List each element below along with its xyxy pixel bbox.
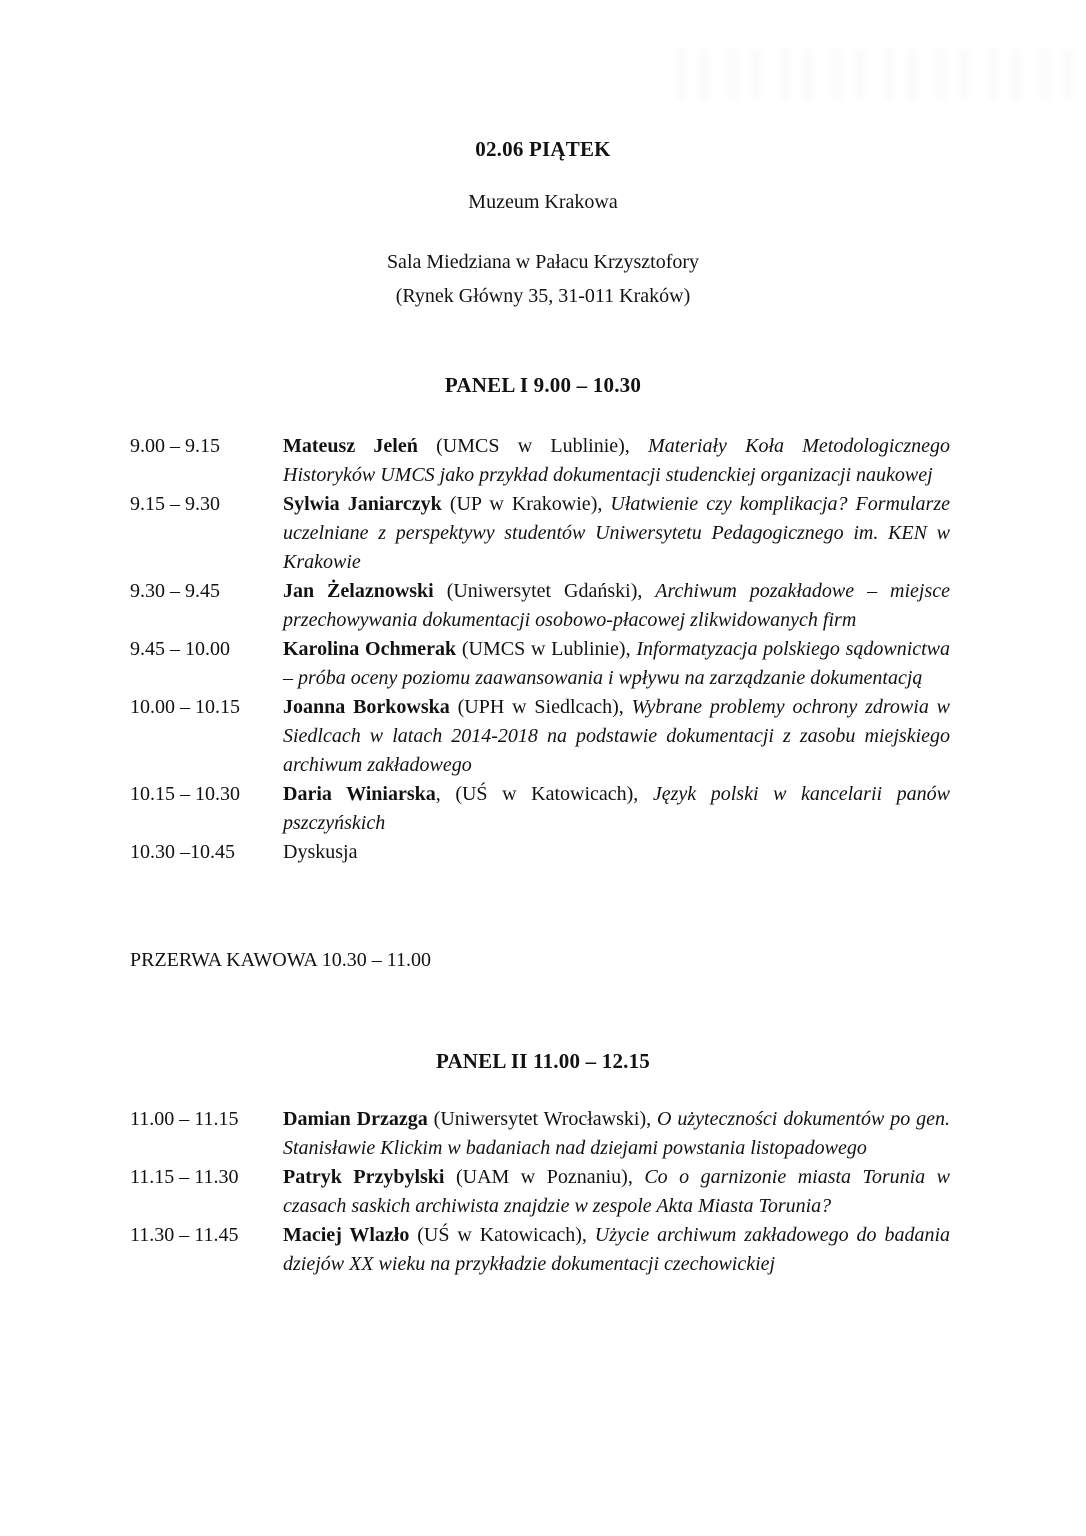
entry-affiliation: (UMCS w Lublinie), (456, 638, 637, 660)
entry-time: 9.15 – 9.30 (130, 493, 220, 515)
entry-affiliation: (Uniwersytet Gdański), (433, 580, 656, 602)
schedule-entry (130, 693, 950, 780)
entry-affiliation: (UPH w Siedlcach), (449, 696, 632, 718)
entry-speaker: Mateusz Jeleń (283, 435, 418, 457)
entry-speaker: Joanna Borkowska (283, 696, 450, 718)
entry-time: 10.30 –10.45 (130, 841, 235, 863)
entry-content (283, 693, 950, 780)
entry-paper-title: Materiały Koła Metodologicznego Historyków UMCS jako przykład dokumentacji studenckiej organizacji naukowej (283, 435, 951, 486)
entry-speaker: Jan Żelaznowski (283, 580, 434, 602)
entry-content (283, 1163, 950, 1221)
venue-name: Muzeum Krakowa (468, 191, 618, 213)
schedule-entry (130, 780, 950, 838)
entry-paper-title: Ułatwienie czy komplikacja? Formularze uczelniane z perspektywy studentów Uniwersytetu Pedagogicznego im. KEN w Krakowie (283, 493, 950, 573)
entry-content (283, 577, 950, 635)
panel1-entries (130, 432, 950, 867)
entry-time: 9.00 – 9.15 (130, 435, 220, 457)
coffee-break-label: PRZERWA KAWOWA 10.30 – 11.00 (130, 949, 431, 971)
entry-content (283, 780, 950, 838)
date-title: 02.06 PIĄTEK (475, 137, 611, 161)
schedule-entry (130, 635, 950, 693)
entry-content (283, 1105, 950, 1163)
schedule-entry (130, 432, 950, 490)
entry-affiliation: (UP w Krakowie), (441, 493, 611, 515)
entry-content (283, 490, 950, 577)
entry-affiliation: , (UŚ w Katowicach), (435, 783, 653, 805)
entry-paper-title: O użyteczności dokumentów po gen. Stanisławie Klickim w badaniach nad dziejami powstania listopadowego (283, 1108, 951, 1159)
panel1-title: PANEL I 9.00 – 10.30 (444, 373, 642, 397)
entry-speaker: Karolina Ochmerak (283, 638, 457, 660)
panel2-entries (130, 1105, 950, 1279)
entry-content (283, 1221, 950, 1279)
panel2-title: PANEL II 11.00 – 12.15 (435, 1049, 651, 1073)
entry-speaker: Maciej Wlazło (283, 1224, 410, 1246)
entry-affiliation: Dyskusja (283, 841, 358, 863)
entry-content (283, 635, 950, 693)
schedule-entry (130, 838, 950, 867)
entry-time: 10.00 – 10.15 (130, 696, 240, 718)
schedule-entry (130, 1163, 950, 1221)
room-line: Sala Miedziana w Pałacu Krzysztofory (386, 251, 700, 273)
entry-paper-title: Archiwum pozakładowe – miejsce przechowywania dokumentacji osobowo-płacowej zlikwidowanych firm (283, 580, 950, 631)
entry-paper-title: Język polski w kancelarii panów pszczyńskich (283, 783, 950, 834)
entry-paper-title: Co o garnizonie miasta Torunia w czasach saskich archiwista znajdzie w zespole Akta Miasta Torunia? (283, 1166, 950, 1217)
entry-time: 10.15 – 10.30 (130, 783, 240, 805)
entry-time: 11.00 – 11.15 (130, 1108, 239, 1130)
entry-paper-title: Wybrane problemy ochrony zdrowia w Siedlcach w latach 2014-2018 na podstawie dokumentacji z zasobu miejskiego archiwum zakładowego (283, 696, 950, 776)
entry-affiliation: (UMCS w Lublinie), (417, 435, 649, 457)
entry-content (283, 432, 950, 490)
entry-speaker: Damian Drzazga (283, 1108, 428, 1130)
schedule-entry (130, 1105, 950, 1163)
scan-artifact (676, 48, 1076, 100)
entry-paper-title: Informatyzacja polskiego sądownictwa – próba oceny poziomu zaawansowania i wpływu na zarządzanie dokumentacją (283, 638, 951, 689)
entry-time: 11.15 – 11.30 (130, 1166, 239, 1188)
entry-speaker: Patryk Przybylski (283, 1166, 445, 1188)
entry-speaker: Daria Winiarska (283, 783, 436, 805)
entry-affiliation: (UAM w Poznaniu), (444, 1166, 645, 1188)
entry-time: 11.30 – 11.45 (130, 1224, 239, 1246)
entry-time: 9.30 – 9.45 (130, 580, 220, 602)
entry-affiliation: (UŚ w Katowicach), (409, 1224, 595, 1246)
entry-time: 9.45 – 10.00 (130, 638, 230, 660)
schedule-entry (130, 577, 950, 635)
entry-speaker: Sylwia Janiarczyk (283, 493, 442, 515)
schedule-entry (130, 490, 950, 577)
schedule-entry (130, 1221, 950, 1279)
address-line: (Rynek Główny 35, 31-011 Kraków) (395, 285, 691, 307)
entry-affiliation: (Uniwersytet Wrocławski), (427, 1108, 658, 1130)
entry-paper-title: Użycie archiwum zakładowego do badania dziejów XX wieku na przykładzie dokumentacji czechowickiej (283, 1224, 950, 1275)
entry-content (283, 838, 950, 867)
